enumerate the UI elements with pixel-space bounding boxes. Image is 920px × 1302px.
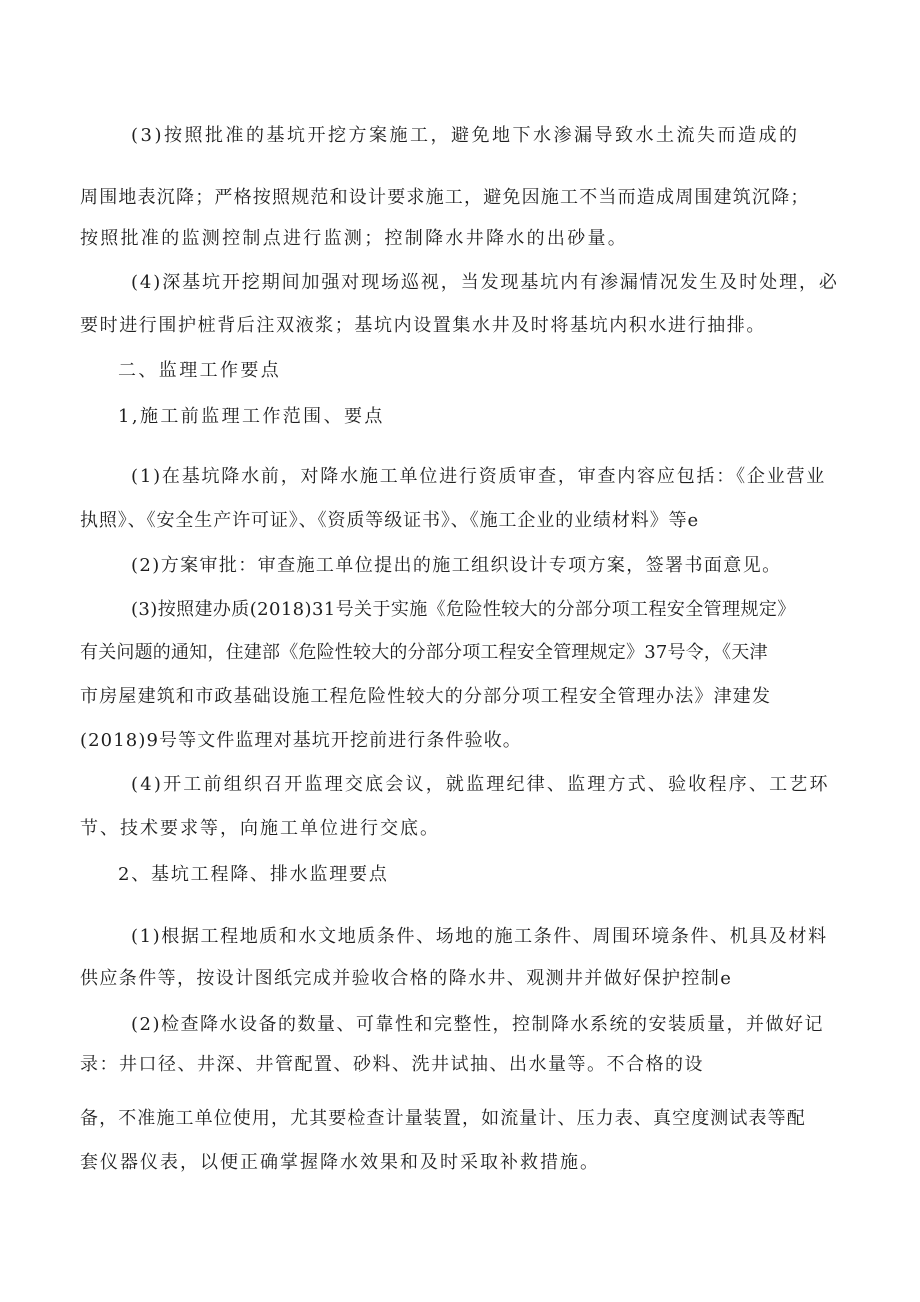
text-line: 供应条件等，按设计图纸完成并验收合格的降水井、观测井并做好保护控制e [80, 968, 733, 989]
text-line: (3)按照批准的基坑开挖方案施工，避免地下水渗漏导致水土流失而造成的 [131, 125, 800, 146]
subsection-heading: 1,施工前监理工作范围、要点 [118, 406, 385, 427]
text-line: (4)深基坑开挖期间加强对现场巡视，当发现基坑内有渗漏情况发生及时处理，必 [131, 272, 839, 293]
text-line: 录：井口径、井深、井管配置、砂料、洗井试抽、出水量等。不合格的设 [80, 1054, 704, 1075]
text-line: (1)在基坑降水前，对降水施工单位进行资质审查，审查内容应包括：《企业营业 [131, 466, 827, 487]
text-line: 有关问题的通知，住建部《危险性较大的分部分项工程安全管理规定》37号令，《天津 [80, 642, 768, 663]
text-line: (2)检查降水设备的数量、可靠性和完整性，控制降水系统的安装质量，并做好记 [131, 1014, 824, 1035]
text-line: (3)按照建办质(2018)31号关于实施《危险性较大的分部分项工程安全管理规定》 [131, 599, 796, 620]
text-line: 节、技术要求等，向施工单位进行交底。 [80, 818, 440, 839]
text-line: 按照批准的监测控制点进行监测；控制降水井降水的出砂量。 [80, 228, 629, 249]
text-line: (2)方案审批：审查施工单位提出的施工组织设计专项方案，签署书面意见。 [131, 555, 782, 576]
section-heading: 二、监理工作要点 [118, 360, 282, 381]
text-line: (2018)9号等文件监理对基坑开挖前进行条件验收。 [80, 730, 522, 751]
text-line: 执照》、《安全生产许可证》、《资质等级证书》、《施工企业的业绩材料》等e [80, 510, 700, 531]
text-line: 周围地表沉降；严格按照规范和设计要求施工，避免因施工不当而造成周围建筑沉降； [80, 187, 810, 208]
text-line: 套仪器仪表，以便正确掌握降水效果和及时采取补救措施。 [80, 1152, 600, 1173]
text-line: (4)开工前组织召开监理交底会议，就监理纪律、监理方式、验收程序、工艺环 [131, 774, 830, 795]
text-line: 备，不准施工单位使用，尤其要检查计量装置，如流量计、压力表、真空度测试表等配 [80, 1108, 806, 1129]
text-line: (1)根据工程地质和水文地质条件、场地的施工条件、周围环境条件、机具及材料 [131, 926, 828, 947]
text-line: 要时进行围护桩背后注双液浆；基坑内设置集水井及时将基坑内积水进行抽排。 [80, 315, 766, 336]
subsection-heading: 2、基坑工程降、排水监理要点 [118, 864, 389, 885]
text-line: 市房屋建筑和市政基础设施工程危险性较大的分部分项工程安全管理办法》津建发 [80, 686, 772, 707]
